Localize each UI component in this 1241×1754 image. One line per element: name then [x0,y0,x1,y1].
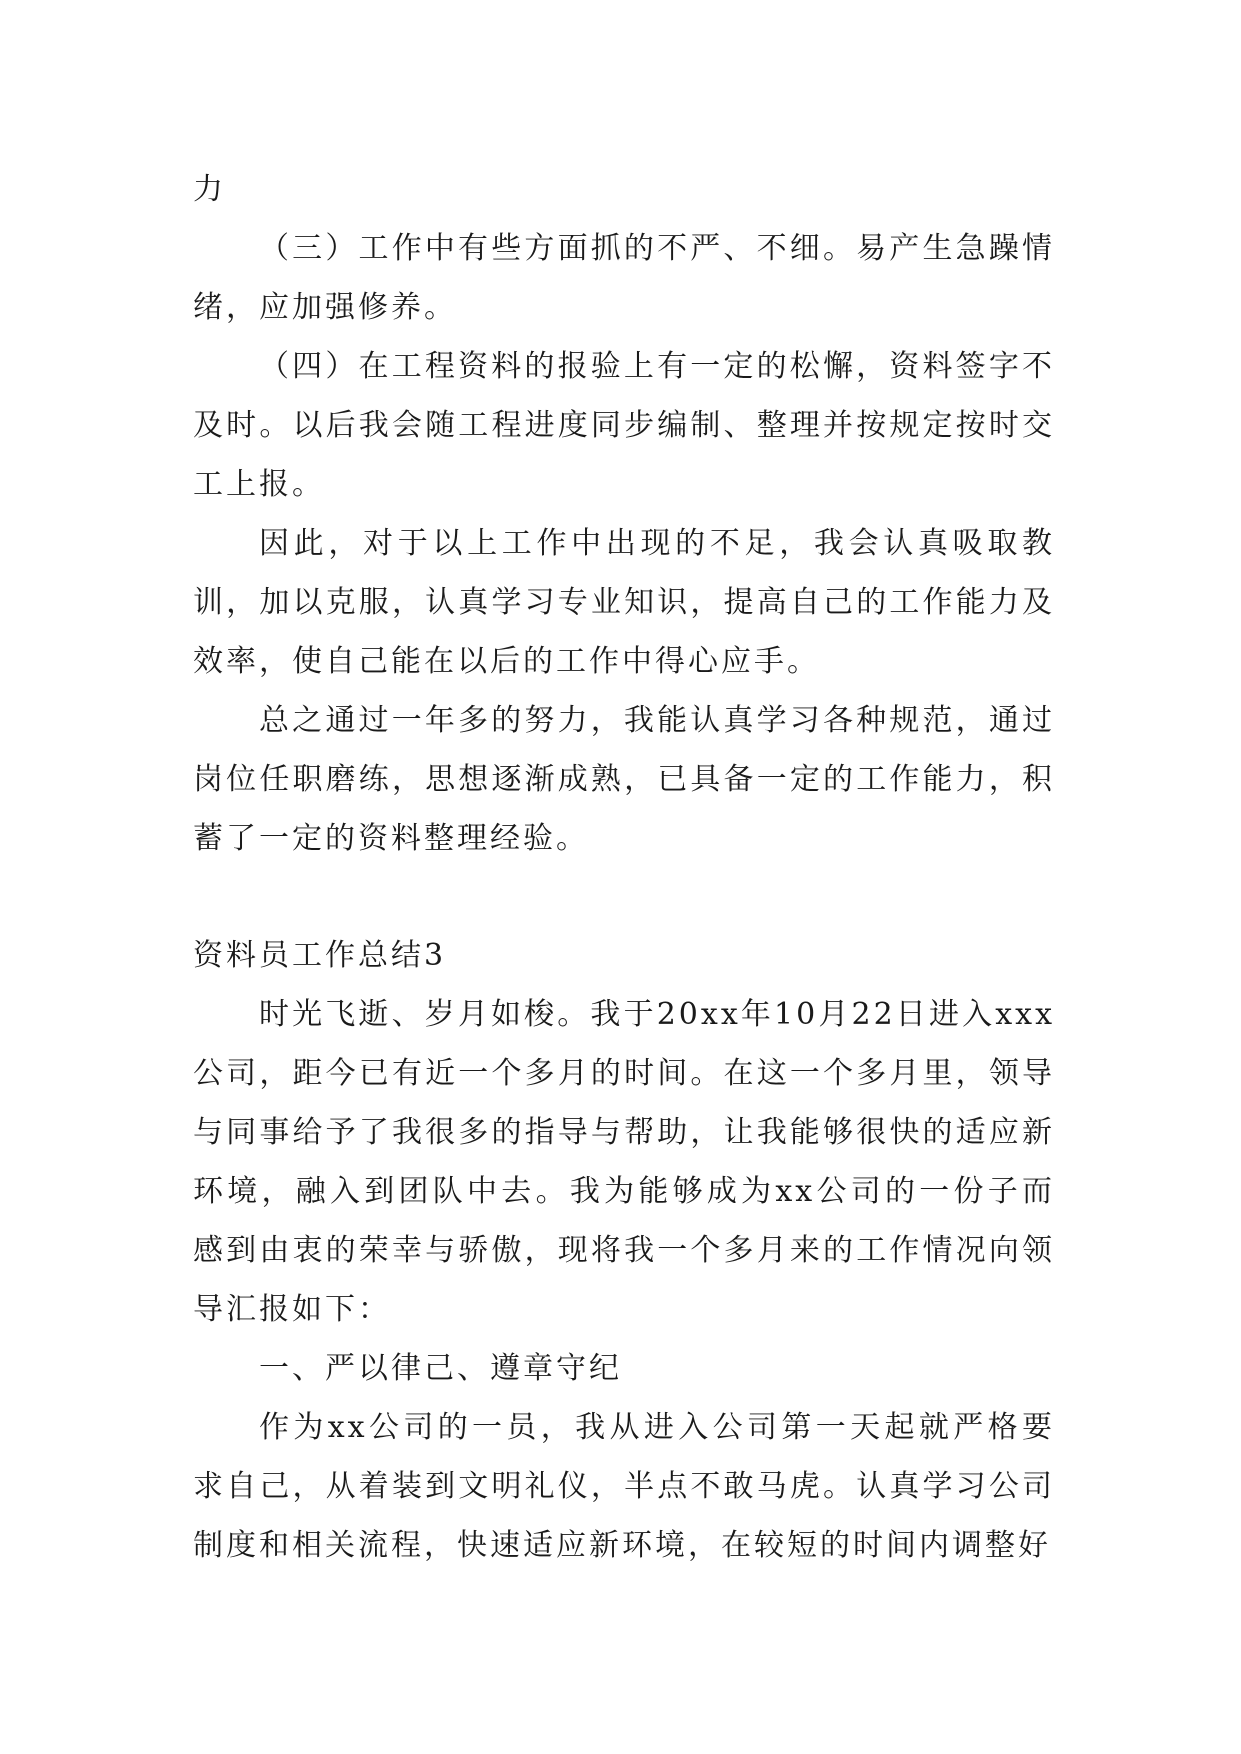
paragraph-continuation: 力 [193,172,226,207]
section-body-paragraph: 作为xx公司的一员，我从进入公司第一天起就严格要求自己，从着装到文明礼仪，半点不敢马虎。认真学习公司制度和相关流程，快速适应新环境，在较短的时间内调整好 [193,1410,1055,1563]
paragraph-item-4: （四）在工程资料的报验上有一定的松懈，资料签字不及时。以后我会随工程进度同步编制、整理并按规定按时交工上报。 [193,349,1055,502]
section-intro-paragraph: 时光飞逝、岁月如梭。我于20xx年10月22日进入xxx公司，距今已有近一个多月的时间。在这一个多月里，领导与同事给予了我很多的指导与帮助，让我能够很快的适应新环境，融入到团队中去。我为能够成为xx公司的一份子而感到由衷的荣幸与骄傲，现将我一个多月来的工作情况向领导汇报如下： [193,997,1055,1327]
paragraph-summary: 总之通过一年多的努力，我能认真学习各种规范，通过岗位任职磨练，思想逐渐成熟，已具备一定的工作能力，积蓄了一定的资料整理经验。 [193,703,1055,856]
paragraph-item-3: （三）工作中有些方面抓的不严、不细。易产生急躁情绪，应加强修养。 [193,231,1055,325]
document-page [193,160,1055,1575]
paragraph-conclusion: 因此，对于以上工作中出现的不足，我会认真吸取教训，加以克服，认真学习专业知识，提高自己的工作能力及效率，使自己能在以后的工作中得心应手。 [193,526,1055,679]
section-title: 资料员工作总结3 [193,938,447,973]
section-subheading: 一、严以律己、遵章守纪 [259,1351,622,1386]
